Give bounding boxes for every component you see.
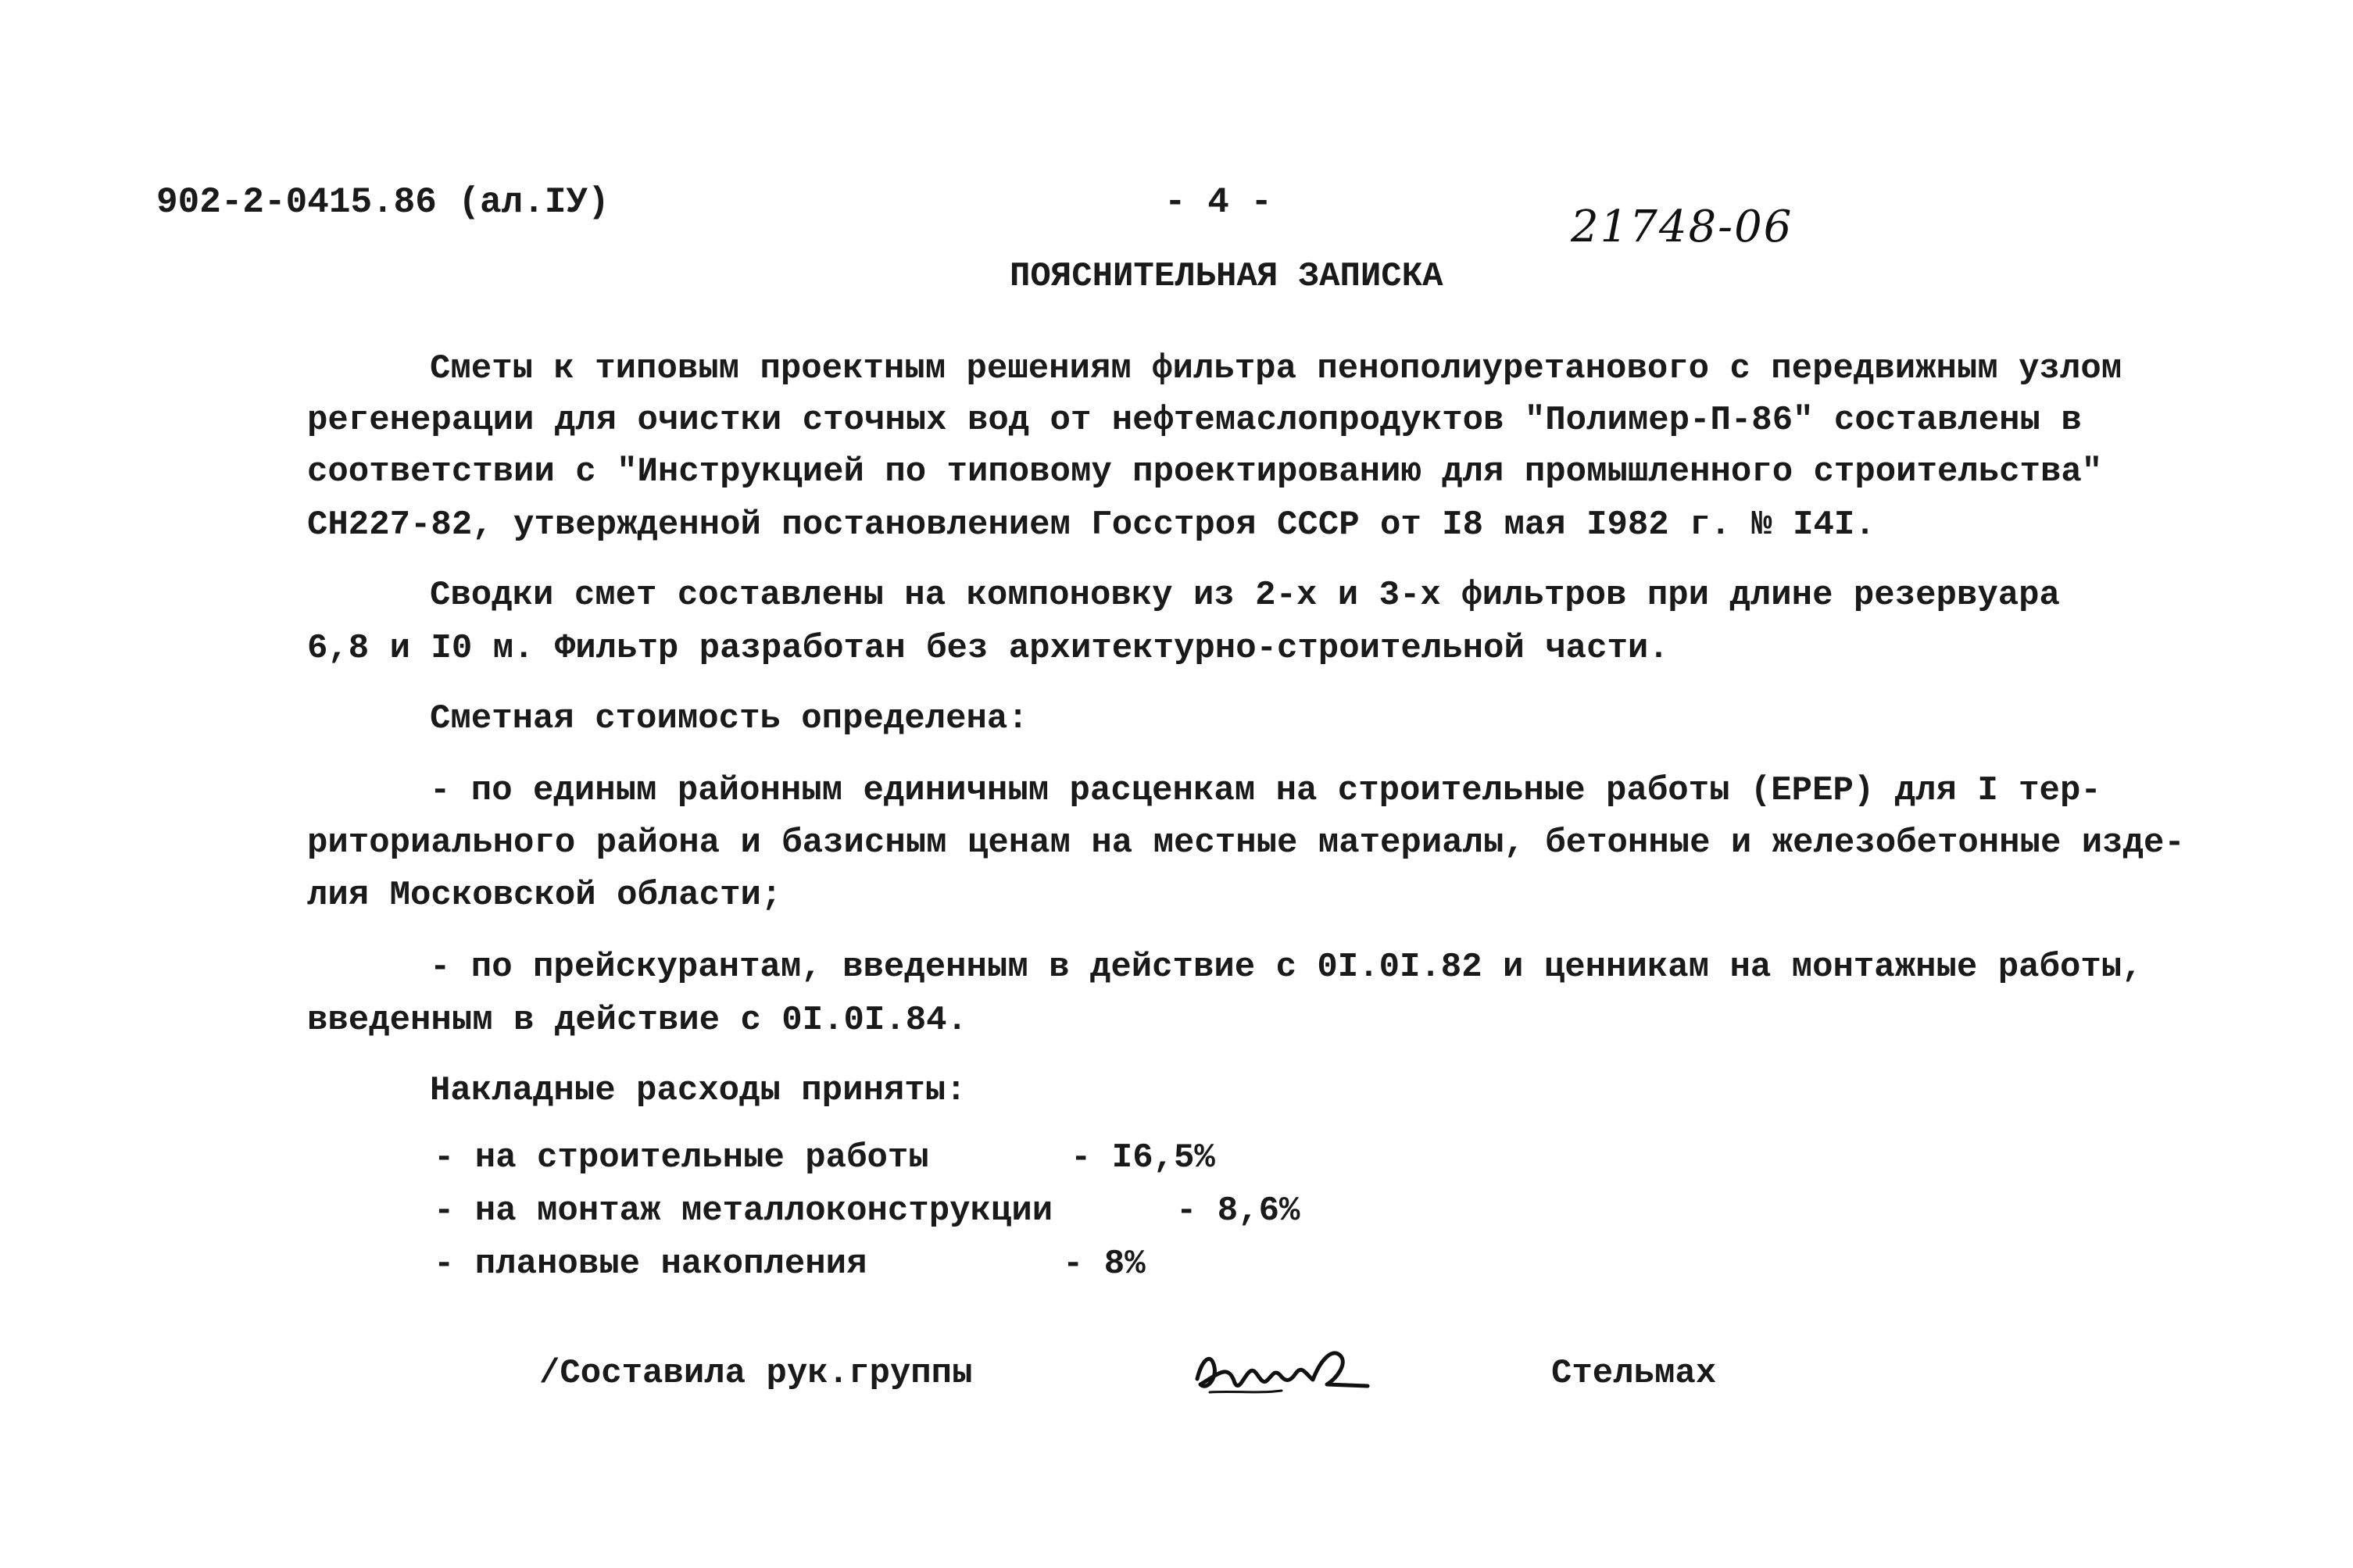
cost-heading: Сметная стоимость определена:	[430, 699, 1028, 738]
overhead-item-construction-label: - на строительные работы	[434, 1138, 929, 1177]
overhead-item-savings-value: - 8%	[1063, 1245, 1146, 1284]
paragraph-1-line-1: Сметы к типовым проектным решениям фильтра пенополиуретанового с передвижным узлом	[430, 349, 2122, 388]
cost-item-1-line-1: - по единым районным единичным расценкам на строительные работы (ЕРЕР) для I тер-	[430, 771, 2101, 810]
overhead-item-metal-value: - 8,6%	[1176, 1191, 1300, 1230]
signature-name: Стельмах	[1551, 1354, 1717, 1393]
paragraph-2-line-1: Сводки смет составлены на компоновку из 2-х и 3-х фильтров при длине резервуара	[430, 576, 2060, 615]
inventory-number: 21748-06	[1571, 202, 1793, 252]
handwritten-signature	[1188, 1336, 1399, 1406]
overhead-item-construction-value: - I6,5%	[1071, 1138, 1215, 1177]
overhead-heading: Накладные расходы приняты:	[430, 1071, 967, 1110]
page-title: ПОЯСНИТЕЛЬНАЯ ЗАПИСКА	[1010, 257, 1443, 296]
paragraph-2-line-2: 6,8 и I0 м. Фильтр разработан без архитектурно-строительной части.	[307, 629, 1669, 668]
page-number: - 4 -	[1164, 182, 1273, 223]
overhead-item-savings-label: - плановые накопления	[434, 1245, 867, 1284]
signature-role: /Составила рук.группы	[539, 1354, 973, 1393]
paragraph-1-line-2: регенерации для очистки сточных вод от нефтемаслопродуктов "Полимер-П-86" составлены в	[307, 401, 2082, 440]
overhead-item-metal-label: - на монтаж металлоконструкции	[434, 1191, 1053, 1230]
cost-item-1-line-3: лия Московской области;	[307, 876, 782, 915]
cost-item-2-line-2: введенным в действие с 0I.0I.84.	[307, 1001, 967, 1040]
document-code: 902-2-0415.86 (ал.IУ)	[156, 182, 610, 223]
paragraph-1-line-4: СН227-82, утвержденной постановлением Госстроя СССР от I8 мая I982 г. № I4I.	[307, 505, 1876, 545]
paragraph-1-line-3: соответствии с "Инструкцией по типовому проектированию для промышленного строительства"	[307, 452, 2103, 491]
cost-item-1-line-2: риториального района и базисным ценам на местные материалы, бетонные и железобетонные изде-	[307, 823, 2185, 863]
cost-item-2-line-1: - по прейскурантам, введенным в действие с 0I.0I.82 и ценникам на монтажные работы,	[430, 948, 2143, 987]
